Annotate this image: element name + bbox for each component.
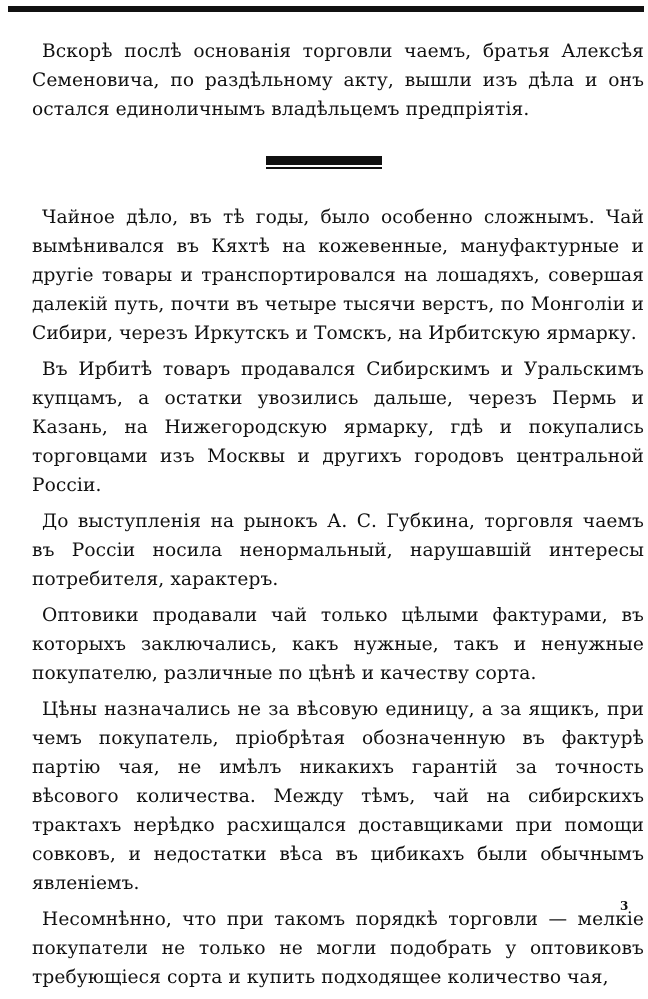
paragraph: Цѣны назначались не за вѣсовую единицу, а за ящикъ, при чемъ покупатель, пріобрѣтая обозначенную въ фактурѣ партію чая, не имѣлъ никакихъ гарантій за точность вѣсового количества. Между тѣмъ, чай на сибирскихъ трактахъ нерѣдко расхищался доставщиками при помощи совковъ, и недостатки вѣса въ цибикахъ были обычнымъ явленіемъ. — [32, 699, 644, 894]
main-text — [32, 203, 644, 999]
section-divider — [266, 156, 382, 170]
paragraph: Оптовики продавали чай только цѣлыми фактурами, въ которыхъ заключались, какъ нужные, такъ и ненужные покупателю, различные по цѣнѣ и качеству сорта. — [32, 605, 644, 684]
top-rule — [8, 6, 644, 12]
divider-thin-bar — [266, 167, 382, 169]
paragraph: Чайное дѣло, въ тѣ годы, было особенно сложнымъ. Чай вымѣнивался въ Кяхтѣ на кожевенные, мануфактурные и другіе товары и транспортировался на лошадяхъ, совершая далекій путь, почти въ четыре тысячи верстъ, по Монголіи и Сибири, черезъ Иркутскъ и Томскъ, на Ирбитскую ярмарку. — [32, 207, 644, 344]
paragraph: Въ Ирбитѣ товаръ продавался Сибирскимъ и Уральскимъ купцамъ, а остатки увозились дальше, черезъ Пермь и Казань, на Нижегородскую ярмарку, гдѣ и покупались торговцами изъ Москвы и другихъ городовъ центральной Россіи. — [32, 359, 644, 496]
intro-paragraph: Вскорѣ послѣ основанія торговли чаемъ, братья Алексѣя Семеновича, по раздѣльному акту, вышли изъ дѣла и онъ остался единоличнымъ владѣльцемъ предпріятія. — [32, 41, 644, 120]
paragraph: До выступленія на рынокъ А. С. Губкина, торговля чаемъ въ Россіи носила ненормальный, нарушавшій интересы потребителя, характеръ. — [32, 511, 644, 590]
intro-block — [32, 37, 644, 124]
paragraph: Несомнѣнно, что при такомъ порядкѣ торговли — мелкіе покупатели не только не могли подобрать у оптовиковъ требующіеся сорта и купить подходящее количество чая, — [32, 909, 644, 988]
page-number: 3 — [620, 899, 629, 913]
divider-thick-bar — [266, 156, 382, 165]
